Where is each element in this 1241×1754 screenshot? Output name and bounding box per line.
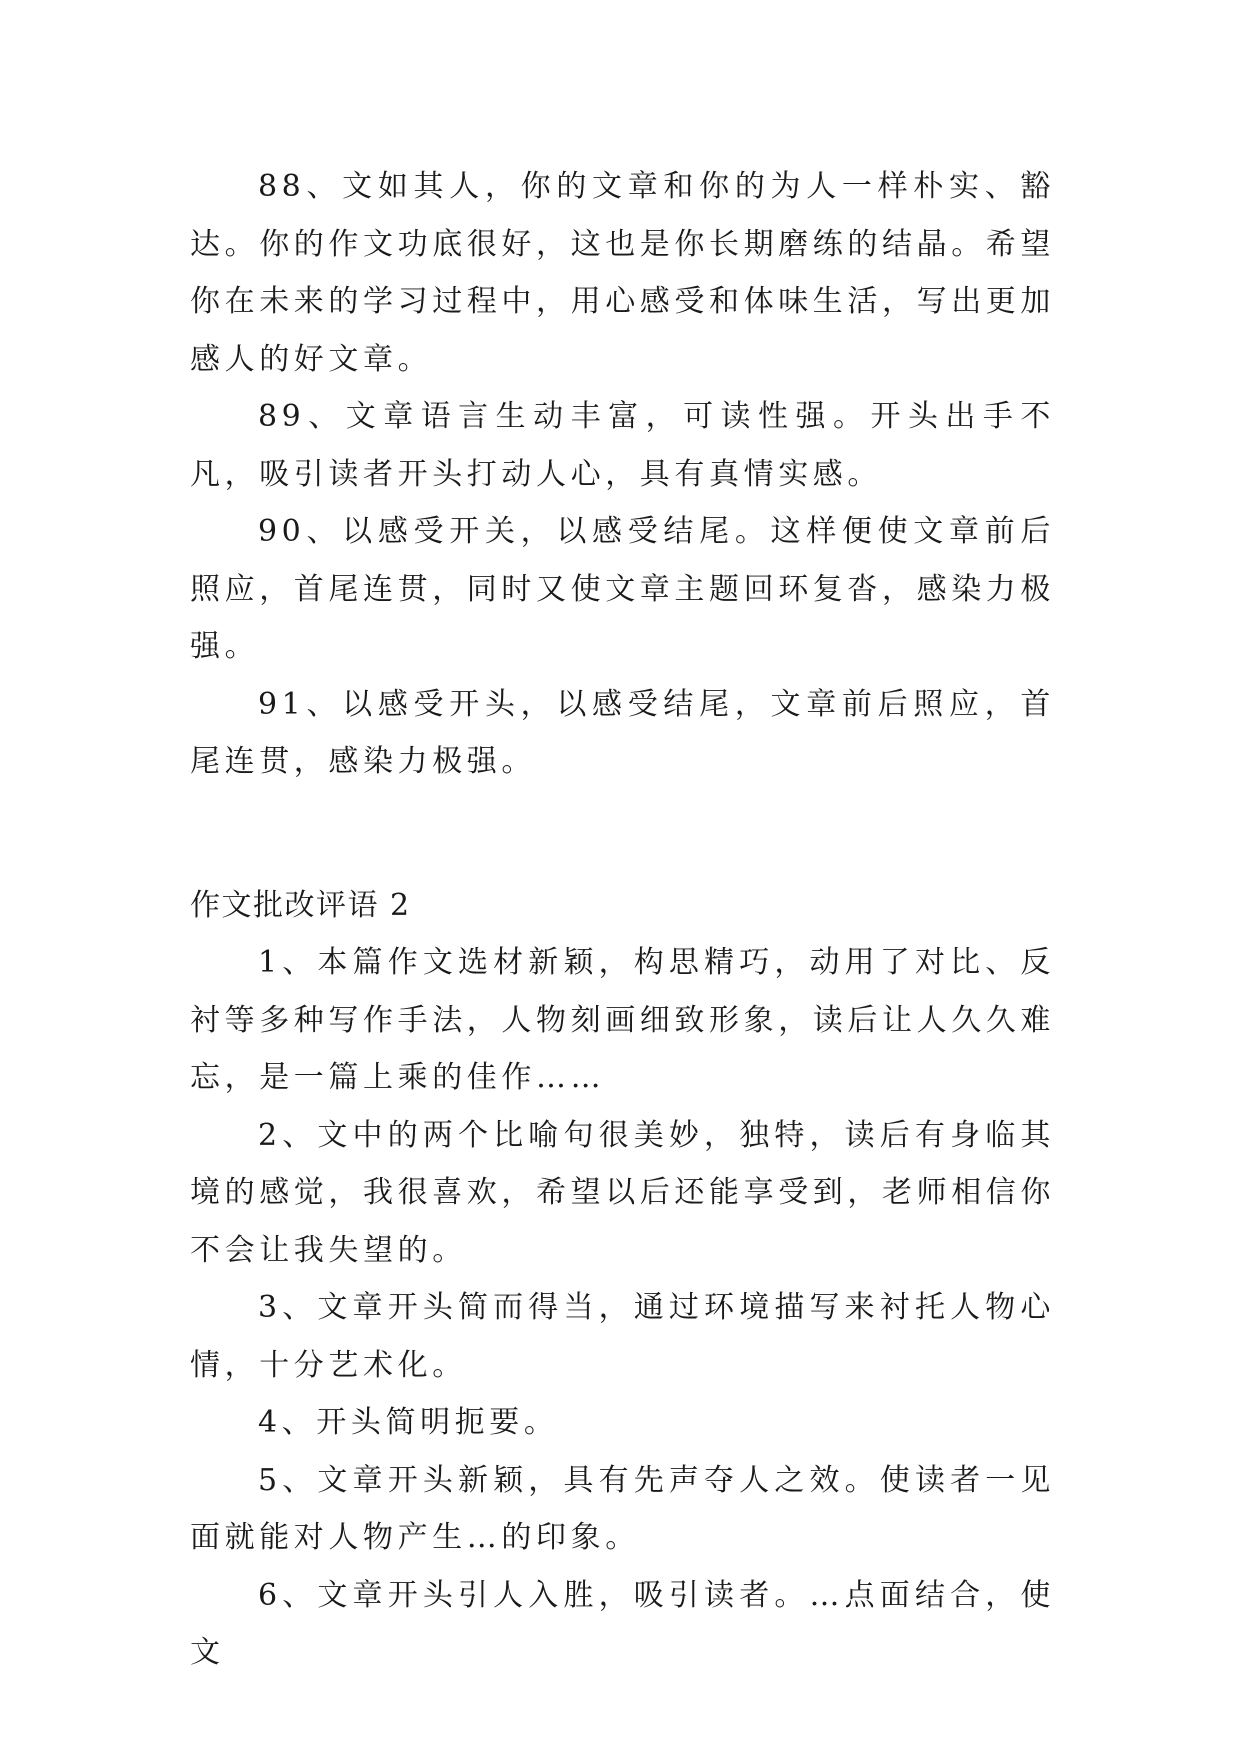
comment-90: 90、以感受开关，以感受结尾。这样便使文章前后照应，首尾连贯，同时又使文章主题回环复沓，感染力极强。 (190, 514, 1055, 664)
document-body (190, 158, 1055, 1682)
comment-2: 2、文中的两个比喻句很美妙，独特，读后有身临其境的感觉，我很喜欢，希望以后还能享受到，老师相信你不会让我失望的。 (190, 1117, 1055, 1268)
comment-6: 6、文章开头引人入胜，吸引读者。…点面结合，使文 (190, 1577, 1055, 1670)
comment-1: 1、本篇作文选材新颖，构思精巧，动用了对比、反衬等多种写作手法，人物刻画细致形象，读后让人久久难忘，是一篇上乘的佳作…… (190, 945, 1055, 1095)
comment-88: 88、文如其人，你的文章和你的为人一样朴实、豁达。你的作文功底很好，这也是你长期磨练的结晶。希望你在未来的学习过程中，用心感受和体味生活，写出更加感人的好文章。 (190, 169, 1055, 377)
section-heading: 作文批改评语 2 (190, 887, 411, 923)
comment-4: 4、开头简明扼要。 (258, 1405, 559, 1440)
comment-3: 3、文章开头简而得当，通过环境描写来衬托人物心情，十分艺术化。 (190, 1290, 1055, 1383)
comment-5: 5、文章开头新颖，具有先声夺人之效。使读者一见面就能对人物产生…的印象。 (190, 1462, 1055, 1555)
comment-91: 91、以感受开头，以感受结尾，文章前后照应，首尾连贯，感染力极强。 (190, 686, 1055, 779)
comment-89: 89、文章语言生动丰富，可读性强。开头出手不凡，吸引读者开头打动人心，具有真情实感。 (190, 399, 1055, 492)
